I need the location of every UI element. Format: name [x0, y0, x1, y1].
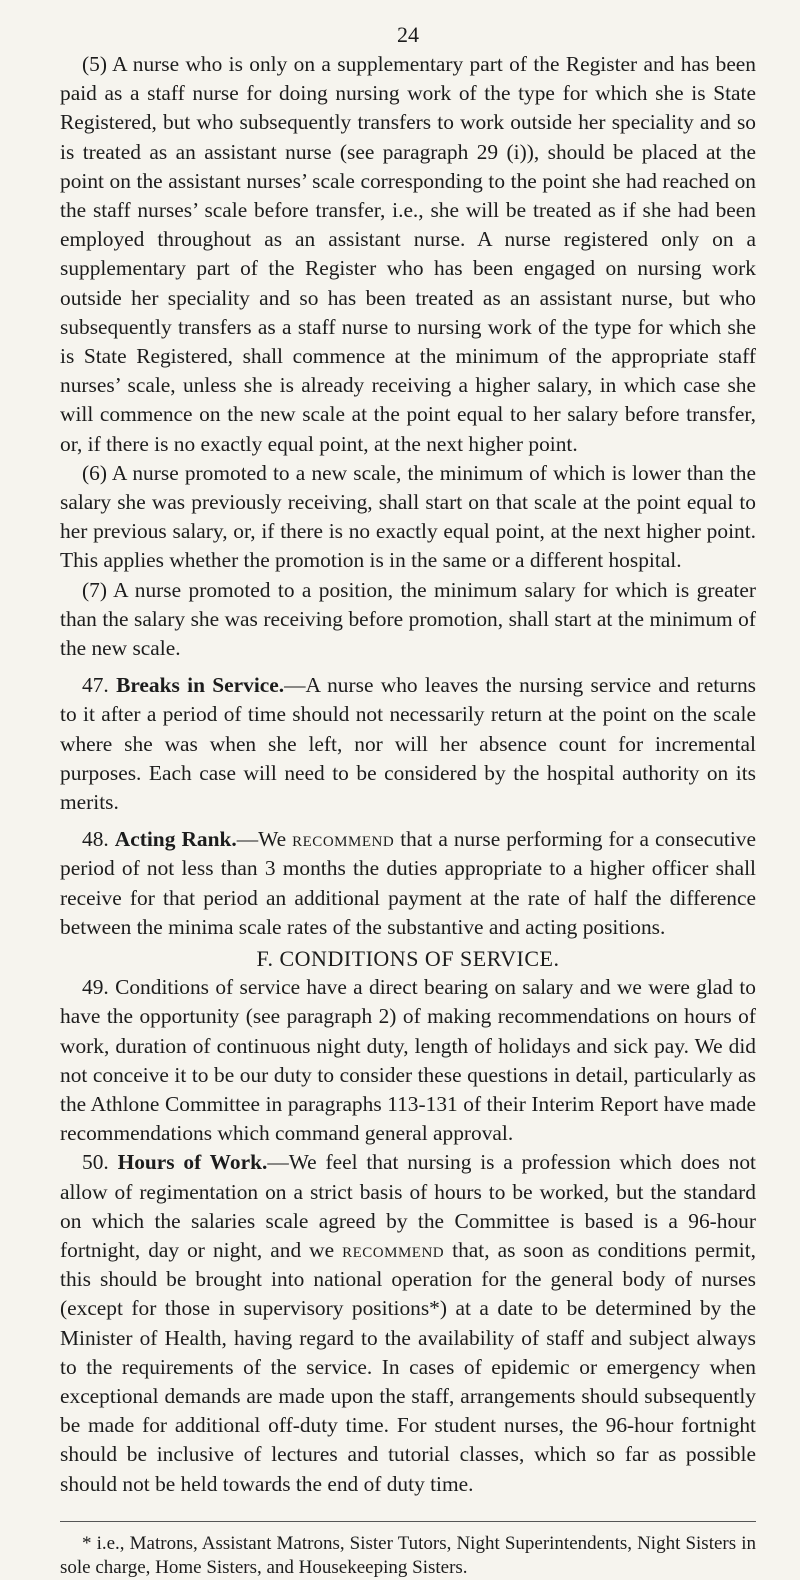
section-47-number: 47. [82, 673, 109, 698]
section-48-title: Acting Rank. [114, 827, 237, 852]
section-47-text: —A nurse who leaves the nursing service and returns to it after a period of time should not necessarily return at the point on the scale where she was when she left, nor will her absence count for incremental purposes. Each case will need to be considered by the hospital authority on its merits. [60, 673, 756, 815]
paragraph-5: (5) A nurse who is only on a supplementary part of the Register and has been paid as a staff nurse for doing nursing work of the type for which she is State Registered, but who subsequently transfers to work outside her speciality and so is treated as an assistant nurse (see paragraph 29 (i)), should be placed at the point on the assistant nurses’ scale corresponding to the point she had reached on the staff nurses’ scale before transfer, i.e., she will be treated as if she had been employed throughout as an assistant nurse. A nurse registered only on a supplementary part of the Register who has been engaged on nursing work outside her speciality and so has been treated as an assistant nurse, but who subsequently transfers as a staff nurse to nursing work of the type for which she is State Registered, shall commence at the minimum of the appropriate staff nurses’ scale, unless she is already receiving a higher salary, in which case she will commence on the new scale at the point equal to her salary before transfer, or, if there is no exactly equal point, at the next higher point. [60, 52, 756, 456]
page-number: 24 [397, 22, 419, 47]
footnote: * i.e., Matrons, Assistant Matrons, Sister Tutors, Night Superintendents, Night Sisters in sole charge, Home Sisters, and Housekeeping Sisters. [60, 1532, 756, 1578]
section-49: 49. Conditions of service have a direct bearing on salary and we were glad to have the opportunity (see paragraph 2) of making recommendations on hours of work, duration of continuous night duty, length of holidays and sick pay. We did not conceive it to be our duty to consider these questions in detail, particularly as the Athlone Committee in paragraphs 113-131 of their Interim Report have made recommendations which command general approval. [60, 975, 756, 1146]
section-48-pre: —We [236, 827, 293, 852]
section-50-pre: —We feel that nursing is a profession which does not allow of regimentation on a strict basis of hours to be worked, but the standard on which the salaries scale agreed by the Committee is based is a 96-hour fortnight, day or night, and we [60, 1150, 756, 1262]
section-heading-conditions: F. CONDITIONS OF SERVICE. [256, 946, 560, 972]
section-50-title: Hours of Work. [117, 1150, 268, 1175]
section-48-number: 48. [82, 827, 109, 852]
section-50 [60, 1148, 756, 1498]
section-50-number: 50. [82, 1150, 109, 1175]
section-48 [60, 825, 756, 942]
section-48-recommend: recommend [292, 827, 395, 852]
section-47-title: Breaks in Service. [116, 673, 285, 698]
section-50-recommend: recommend [342, 1237, 445, 1262]
footnote-divider [60, 1521, 756, 1522]
section-50-text: that, as soon as conditions permit, this should be brought into national operation for the general body of nurses (except for those in supervisory positions*) at a date to be determined by the Minister of Health, having regard to the availability of staff and subject always to the requirements of the service. In cases of epidemic or emergency when exceptional demands are made upon the staff, arrangements should subsequently be made for additional off-duty time. For student nurses, the 96-hour fortnight should be inclusive of lectures and tutorial classes, which so far as possible should not be held towards the end of duty time. [60, 1237, 756, 1496]
section-48-text: that a nurse performing for a consecutive period of not less than 3 months the duties appropriate to a higher officer shall receive for that period an additional payment at the rate of half the difference between the minima scale rates of the substantive and acting positions. [60, 827, 756, 939]
section-47 [60, 671, 756, 817]
paragraph-7: (7) A nurse promoted to a position, the minimum salary for which is greater than the salary she was receiving before promotion, shall start at the minimum of the new scale. [60, 577, 756, 661]
paragraph-6: (6) A nurse promoted to a new scale, the minimum of which is lower than the salary she was previously receiving, shall start on that scale at the point equal to her previous salary, or, if there is no exactly equal point, at the next higher point. This applies whether the promotion is in the same or a different hospital. [60, 460, 756, 573]
